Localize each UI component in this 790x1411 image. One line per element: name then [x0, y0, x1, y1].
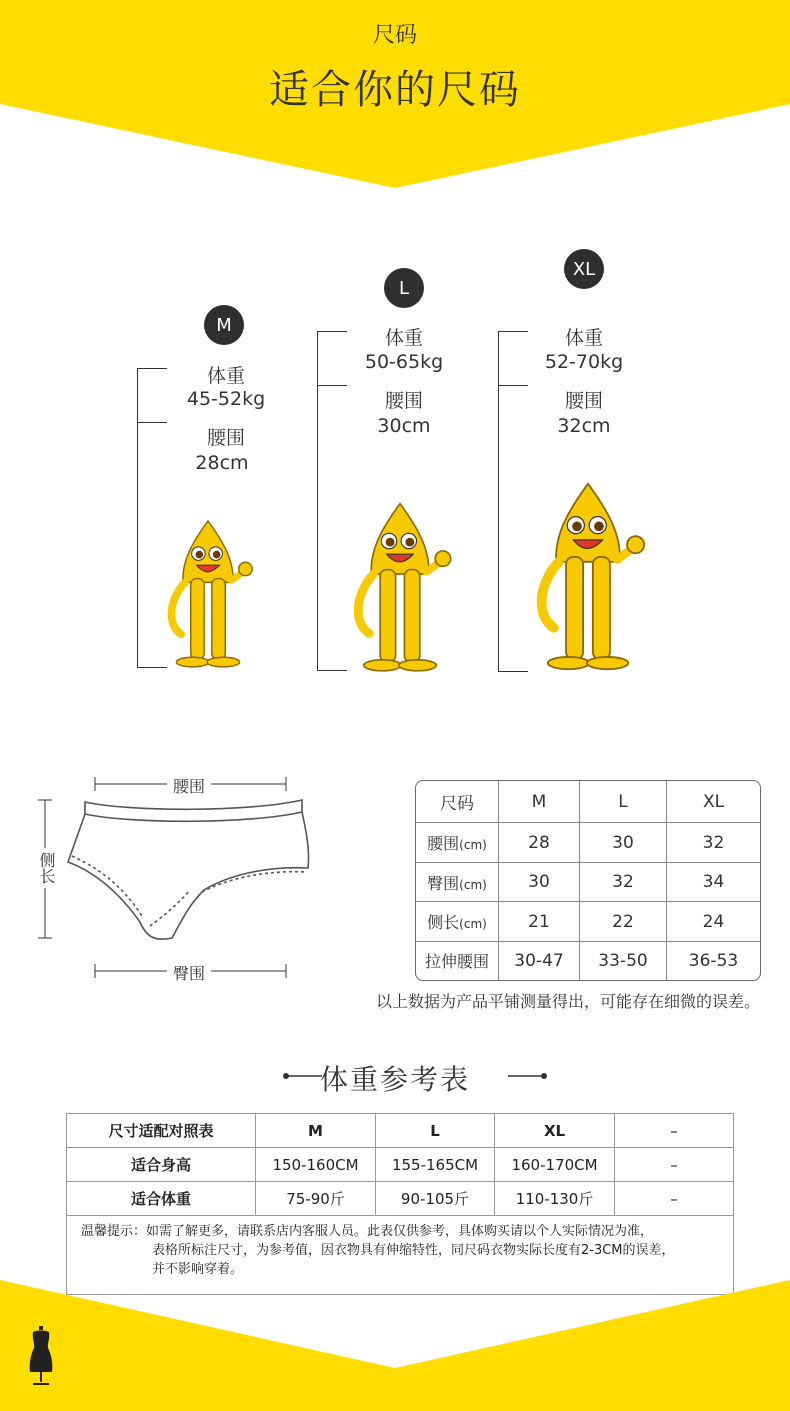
table-header-cell: M [256, 1114, 376, 1148]
header-small-title: 尺码 [372, 23, 417, 48]
waist-value: 32cm [557, 415, 611, 437]
size-badge-xl: XL [564, 249, 604, 289]
note-line: 并不影响穿着。 [152, 1262, 244, 1277]
table-row [67, 1182, 734, 1216]
table-cell: 33-50 [580, 941, 667, 980]
measurement-table [415, 780, 761, 981]
table-header-cell: 尺码 [416, 781, 499, 823]
weight-section-title: 体重参考表 [319, 1063, 470, 1096]
bracket-tick [498, 671, 528, 672]
bracket-tick [498, 385, 528, 386]
waist-label: 腰围 [564, 390, 603, 412]
table-cell: 28 [499, 823, 580, 862]
weight-label: 体重 [564, 327, 603, 349]
height-bracket [317, 331, 318, 670]
table-cell: 21 [499, 902, 580, 941]
measurement-note: 以上数据为产品平铺测量得出，可能存在细微的误差。 [375, 992, 760, 1011]
row-label: 腰围(cm) [416, 823, 499, 862]
mascot-icon [345, 495, 455, 675]
weight-value: 45-52kg [186, 388, 266, 410]
table-cell: 36-53 [688, 950, 739, 971]
size-badge-l: L [384, 268, 424, 308]
table-header-cell: M [499, 781, 580, 823]
table-cell: 160-170CM [495, 1148, 615, 1182]
weight-value: 52-70kg [544, 351, 624, 373]
table-row [416, 823, 760, 862]
table-header-cell: 尺寸适配对照表 [67, 1114, 256, 1148]
garment-diagram [30, 770, 330, 985]
mascot-icon [160, 512, 256, 672]
reference-table [66, 1113, 734, 1295]
table-cell: – [615, 1182, 734, 1216]
bracket-tick [137, 368, 167, 369]
table-cell: 34 [667, 862, 761, 901]
weight-label: 体重 [384, 327, 423, 349]
table-header-cell: – [615, 1114, 734, 1148]
table-cell: 22 [580, 902, 667, 941]
table-header-cell: XL [667, 781, 761, 823]
table-row [416, 781, 760, 823]
table-cell: 150-160CM [256, 1148, 376, 1182]
table-row [416, 941, 760, 980]
footer-banner [0, 1280, 790, 1411]
mascot-icon [527, 474, 649, 674]
table-cell: 32 [580, 862, 667, 901]
row-label: 适合体重 [67, 1182, 256, 1216]
bracket-tick [137, 422, 167, 423]
table-cell: 32 [667, 823, 761, 862]
note-line: 表格所标注尺寸，为参考值，因衣物具有伸缩特性，同尺码衣物实际长度有2-3CM的误差， [152, 1243, 675, 1258]
table-row [67, 1114, 734, 1148]
weight-label: 体重 [206, 365, 245, 387]
table-row [67, 1148, 734, 1182]
table-header-cell: L [580, 781, 667, 823]
row-label: 臀围(cm) [416, 862, 499, 901]
row-label: 侧长(cm) [416, 902, 499, 941]
bracket-tick [317, 385, 347, 386]
table-cell: – [615, 1148, 734, 1182]
waist-value: 28cm [195, 452, 249, 474]
size-badge-m: M [204, 305, 244, 345]
bracket-tick [317, 331, 347, 332]
table-header-cell: XL [495, 1114, 615, 1148]
table-cell: 24 [667, 902, 761, 941]
table-cell: 30 [499, 862, 580, 901]
row-label: 适合身高 [67, 1148, 256, 1182]
diagram-hip-label: 臀围 [167, 961, 211, 984]
header-big-title: 适合你的尺码 [269, 67, 521, 113]
bracket-tick [317, 670, 347, 671]
diagram-waist-label: 腰围 [167, 774, 211, 797]
table-cell: 90-105斤 [376, 1182, 495, 1216]
diagram-side-label: 侧长 [34, 848, 56, 888]
table-cell: 30 [580, 823, 667, 862]
table-row [416, 902, 760, 941]
weight-value: 50-65kg [364, 351, 444, 373]
table-cell: 110-130斤 [495, 1182, 615, 1216]
height-bracket [137, 368, 138, 668]
waist-value: 30cm [377, 415, 431, 437]
table-cell: 30-47 [499, 941, 580, 980]
table-cell: 75-90斤 [256, 1182, 376, 1216]
bracket-tick [498, 331, 528, 332]
note-line: 温馨提示：如需了解更多，请联系店内客服人员。此表仅供参考，具体购买请以个人实际情况为准， [81, 1224, 654, 1239]
waist-label: 腰围 [206, 427, 245, 449]
table-header-cell: L [376, 1114, 495, 1148]
waist-label: 腰围 [384, 390, 423, 412]
height-bracket [498, 331, 499, 671]
mannequin-icon [28, 1326, 54, 1386]
table-cell: 155-165CM [376, 1148, 495, 1182]
row-label: 拉伸腰围 [416, 941, 499, 980]
table-row [416, 862, 760, 901]
